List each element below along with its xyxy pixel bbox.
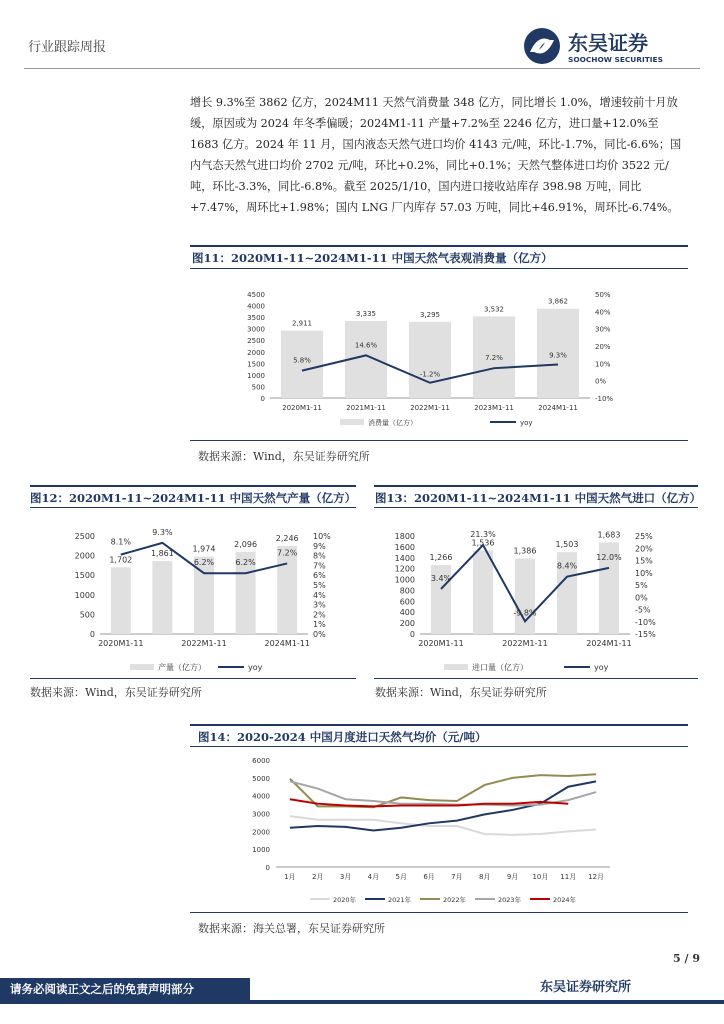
bar-value-label: 1,266 <box>429 553 453 563</box>
fig12-title: 图12：2020M1-11~2024M1-11 中国天然气产量（亿方） <box>30 491 357 505</box>
fig11-source: 数据来源：Wind，东吴证券研究所 <box>198 450 370 463</box>
right-axis-tick: 15% <box>635 556 653 566</box>
right-axis-tick: -10% <box>595 395 614 403</box>
fig12-bottom-rule <box>30 678 356 679</box>
fig13-title-rule <box>374 507 698 508</box>
logo-mark-icon <box>524 28 560 64</box>
x-axis-tick: 10月 <box>532 873 549 881</box>
disclaimer-banner: 请务必阅读正文之后的免责声明部分 <box>0 978 250 1000</box>
right-axis-tick: 6% <box>313 571 326 581</box>
y-axis-tick: 2000 <box>252 828 270 837</box>
yoy-value-label: 3.4% <box>430 573 452 583</box>
yoy-value-label: 8.4% <box>556 561 578 571</box>
right-axis-tick: -5% <box>635 605 651 615</box>
x-axis-tick: 2月 <box>312 873 324 881</box>
company-logo <box>520 24 700 68</box>
right-axis-tick: 9% <box>313 541 326 551</box>
right-axis-tick: 30% <box>595 325 611 334</box>
fig14-title-rule <box>190 746 688 747</box>
right-axis-tick: 4% <box>313 590 326 600</box>
x-axis-tick: 3月 <box>339 873 352 881</box>
series-line <box>290 816 596 835</box>
fig12-chart <box>30 518 356 676</box>
fig13-bottom-rule <box>374 678 698 679</box>
bar-value-label: 1,702 <box>109 555 133 565</box>
fig14-top-rule <box>190 724 688 726</box>
left-axis-tick: 1000 <box>247 371 265 380</box>
left-axis-tick: 600 <box>399 597 415 607</box>
y-axis-tick: 0 <box>265 864 270 872</box>
right-axis-tick: -10% <box>635 617 656 627</box>
fig14-source: 数据来源：海关总署，东吴证券研究所 <box>198 922 385 935</box>
footer-institute: 东吴证券研究所 <box>540 980 632 995</box>
legend-label: yoy <box>520 419 533 427</box>
left-axis-tick: 2000 <box>247 348 265 357</box>
paragraph-text: 增长 9.3%至 3862 亿方，2024M11 天然气消费量 348 亿方，同比增长 1.0%，增速较前十月放缓，原因或为 2024 年冬季偏暖；2024M1-11 产量+7.2%至 2246 亿方，进口量+12.0%至 1683 亿方。2024 年 11 月，国内液态天然气进口均价 4143 元/吨，环比-1.7%，同比-6.6%；国内气态天然气进口均价 2702 元/吨，环比+0.2%，同比+0.1%；天然气整体进口均价 3522 元/吨，环比-3.3%，同比-6.8%。截至 2025/1/10，国内进口接收站库存 398.98 万吨，同比+7.47%，周环比+1.98%；国内 LNG 厂内库存 57.03 万吨，同比+46.91%，周环比-6.74%。 <box>190 96 682 214</box>
bar-value-label: 1,503 <box>555 540 579 550</box>
left-axis-tick: 0 <box>260 395 265 403</box>
left-axis-tick: 800 <box>399 586 415 596</box>
left-axis-tick: 4500 <box>247 291 265 299</box>
left-axis-tick: 400 <box>399 608 415 618</box>
legend-label: 2024年 <box>553 896 577 904</box>
y-axis-tick: 1000 <box>252 846 270 855</box>
legend-swatch-bar <box>444 664 468 670</box>
legend-label: 消费量（亿方） <box>368 419 417 427</box>
fig13-top-rule <box>374 485 698 487</box>
legend-label: yoy <box>248 663 263 672</box>
y-axis-tick: 4000 <box>252 792 270 801</box>
bar-value-label: 1,683 <box>597 530 621 540</box>
bar-value-label: 1,974 <box>192 544 216 554</box>
bar-value-label: 2,911 <box>291 319 313 328</box>
right-axis-tick: 10% <box>595 360 611 369</box>
right-axis-tick: 20% <box>595 343 611 351</box>
right-axis-tick: -15% <box>635 630 656 639</box>
yoy-value-label: 8.1% <box>110 537 131 547</box>
legend-label: 2021年 <box>388 896 412 904</box>
left-axis-tick: 1000 <box>74 590 95 600</box>
fig14-title: 图14：2020-2024 中国月度进口天然气均价（元/吨） <box>198 730 487 744</box>
x-axis-tick: 2023M1-11 <box>474 404 514 412</box>
x-axis-tick: 8月 <box>479 873 491 881</box>
right-axis-tick: 10% <box>313 532 331 541</box>
left-axis-tick: 1000 <box>394 575 415 585</box>
x-axis-tick: 2024M1-11 <box>538 404 578 412</box>
header-divider <box>24 68 700 69</box>
x-axis-tick: 6月 <box>423 873 435 881</box>
left-axis-tick: 1500 <box>247 360 265 369</box>
x-axis-tick: 7月 <box>451 873 463 881</box>
x-axis-tick: 4月 <box>367 873 380 881</box>
yoy-value-label: 12.0% <box>596 552 622 562</box>
right-axis-tick: 8% <box>313 551 326 561</box>
right-axis-tick: 5% <box>313 581 326 590</box>
right-axis-tick: 10% <box>635 568 653 578</box>
fig11-top-rule <box>190 245 688 247</box>
yoy-value-label: 7.2% <box>277 548 298 558</box>
right-axis-tick: 20% <box>635 544 653 554</box>
bar-value-label: 3,295 <box>419 310 441 319</box>
bar-value-label: 3,532 <box>483 305 505 314</box>
yoy-value-label: 9.3% <box>152 527 173 537</box>
yoy-value-label: 6.2% <box>193 558 215 568</box>
bar-value-label: 3,335 <box>355 309 377 318</box>
yoy-value-label: 5.8% <box>293 356 311 365</box>
right-axis-tick: 1% <box>313 620 326 630</box>
legend-label: 2023年 <box>498 896 522 904</box>
fig13-chart <box>374 518 698 676</box>
bar-value-label: 2,246 <box>275 533 299 543</box>
right-axis-tick: 0% <box>635 593 648 603</box>
right-axis-tick: 50% <box>595 291 611 299</box>
left-axis-tick: 500 <box>251 383 265 392</box>
yoy-value-label: -9.8% <box>513 608 537 618</box>
bar <box>409 322 451 398</box>
x-axis-tick: 5月 <box>395 873 407 881</box>
bar-value-label: 1,386 <box>513 546 537 556</box>
left-axis-tick: 1400 <box>394 553 415 563</box>
legend-label: 2020年 <box>333 896 357 904</box>
right-axis-tick: 3% <box>313 600 326 610</box>
left-axis-tick: 1200 <box>394 564 415 574</box>
yoy-value-label: 14.6% <box>354 341 378 350</box>
fig12-source: 数据来源：Wind，东吴证券研究所 <box>30 686 202 699</box>
legend-swatch-bar <box>130 664 154 670</box>
right-axis-tick: 7% <box>313 561 326 571</box>
left-axis-tick: 1600 <box>394 542 415 552</box>
x-axis-tick: 1月 <box>284 873 296 881</box>
yoy-value-label: 6.2% <box>235 558 256 568</box>
y-axis-tick: 5000 <box>252 774 270 783</box>
bar <box>111 567 131 634</box>
logo-text-en: SOOCHOW SECURITIES <box>568 55 663 64</box>
x-axis-tick: 2022M1-11 <box>181 639 227 648</box>
fig11-chart <box>190 280 688 430</box>
body-paragraph <box>190 92 688 218</box>
legend-label: yoy <box>594 663 609 672</box>
bar-value-label: 3,862 <box>547 297 569 306</box>
x-axis-tick: 2022M1-11 <box>410 404 450 412</box>
y-axis-tick: 3000 <box>252 810 270 819</box>
yoy-value-label: 9.3% <box>549 351 567 360</box>
bar-value-label: 1,861 <box>150 549 174 559</box>
x-axis-tick: 11月 <box>560 873 577 881</box>
legend-label: 产量（亿方） <box>158 663 206 672</box>
x-axis-tick: 2020M1-11 <box>282 404 322 412</box>
right-axis-tick: 40% <box>595 308 611 317</box>
left-axis-tick: 4000 <box>247 302 265 311</box>
right-axis-tick: 2% <box>313 610 326 620</box>
right-axis-tick: 0% <box>595 377 607 386</box>
left-axis-tick: 2500 <box>247 337 265 346</box>
left-axis-tick: 3500 <box>247 314 265 323</box>
left-axis-tick: 2500 <box>74 532 95 541</box>
x-axis-tick: 2024M1-11 <box>586 639 632 648</box>
bar-value-label: 2,096 <box>234 539 258 549</box>
left-axis-tick: 500 <box>79 610 95 620</box>
left-axis-tick: 1800 <box>394 532 415 541</box>
footer-rule <box>0 1000 724 1004</box>
legend-label: 进口量（亿方） <box>472 663 528 672</box>
yoy-value-label: -1.2% <box>419 370 441 379</box>
bar <box>277 546 297 634</box>
left-axis-tick: 2000 <box>74 551 95 561</box>
x-axis-tick: 2020M1-11 <box>98 639 144 648</box>
left-axis-tick: 0 <box>89 630 95 639</box>
left-axis-tick: 0 <box>409 630 415 639</box>
x-axis-tick: 2020M1-11 <box>418 639 464 648</box>
x-axis-tick: 9月 <box>506 873 519 881</box>
left-axis-tick: 1500 <box>74 571 95 581</box>
fig11-title: 图11：2020M1-11~2024M1-11 中国天然气表观消费量（亿方） <box>192 251 553 265</box>
right-axis-tick: 5% <box>635 581 648 590</box>
bar-value-label: 1,536 <box>471 538 495 548</box>
legend-swatch-bar <box>340 419 364 425</box>
x-axis-tick: 12月 <box>588 873 605 881</box>
yoy-value-label: 7.2% <box>485 354 503 363</box>
report-type-label: 行业跟踪周报 <box>28 40 107 55</box>
fig14-bottom-rule <box>190 912 688 913</box>
x-axis-tick: 2022M1-11 <box>502 639 548 648</box>
fig14-chart <box>190 752 688 912</box>
yoy-value-label: 21.3% <box>470 530 496 540</box>
logo-text-cn: 东吴证券 <box>568 31 648 55</box>
right-axis-tick: 25% <box>635 532 653 541</box>
x-axis-tick: 2021M1-11 <box>346 404 386 412</box>
y-axis-tick: 6000 <box>252 757 270 765</box>
fig13-source: 数据来源：Wind，东吴证券研究所 <box>375 686 547 699</box>
fig13-title: 图13：2020M1-11~2024M1-11 中国天然气进口（亿方） <box>375 491 702 505</box>
fig12-top-rule <box>30 485 356 487</box>
bar <box>473 550 493 634</box>
bar <box>152 561 172 634</box>
fig12-title-rule <box>30 507 356 508</box>
x-axis-tick: 2024M1-11 <box>264 639 310 648</box>
fig11-bottom-rule <box>190 440 688 441</box>
left-axis-tick: 200 <box>399 619 415 629</box>
fig11-title-rule <box>190 268 688 269</box>
page-number: 5 / 9 <box>673 952 700 965</box>
right-axis-tick: 0% <box>313 630 326 639</box>
legend-label: 2022年 <box>443 896 467 904</box>
left-axis-tick: 3000 <box>247 325 265 334</box>
